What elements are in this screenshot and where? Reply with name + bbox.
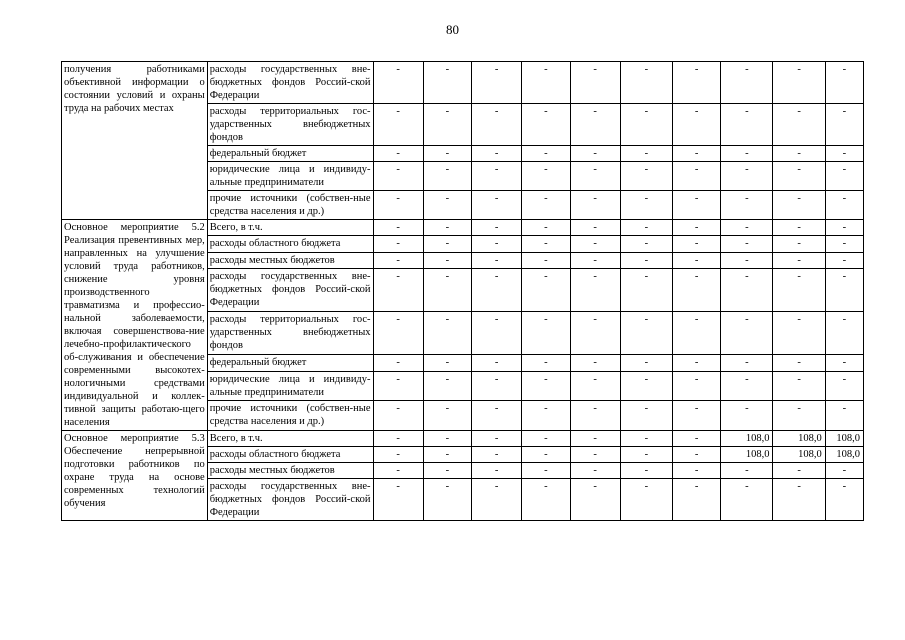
value-cell: - — [522, 62, 570, 104]
value-cell: - — [673, 162, 721, 191]
value-cell: - — [825, 312, 863, 355]
value-cell: - — [721, 463, 773, 479]
value-cell: - — [570, 431, 620, 447]
value-cell: - — [773, 371, 825, 401]
value-cell: - — [570, 447, 620, 463]
value-cell: - — [570, 62, 620, 104]
value-cell: - — [721, 220, 773, 236]
value-cell: - — [673, 401, 721, 431]
value-cell: - — [522, 431, 570, 447]
value-cell: - — [373, 146, 423, 162]
value-cell: - — [825, 146, 863, 162]
funding-source-cell: расходы территориальных гос-ударственных внебюджетных фондов — [207, 312, 373, 355]
value-cell: - — [673, 191, 721, 220]
value-cell: - — [472, 220, 522, 236]
value-cell: - — [373, 401, 423, 431]
budget-table-body — [62, 62, 864, 521]
value-cell: - — [673, 104, 721, 146]
value-cell: - — [620, 463, 672, 479]
value-cell: - — [522, 191, 570, 220]
value-cell: - — [570, 479, 620, 521]
value-cell: - — [373, 479, 423, 521]
value-cell: - — [673, 479, 721, 521]
value-cell: - — [721, 269, 773, 312]
value-cell: - — [522, 463, 570, 479]
value-cell: - — [522, 236, 570, 252]
value-cell: - — [773, 479, 825, 521]
budget-table — [61, 61, 864, 521]
value-cell: - — [620, 220, 672, 236]
value-cell: - — [825, 355, 863, 371]
value-cell: - — [423, 447, 471, 463]
value-cell: - — [522, 479, 570, 521]
value-cell: - — [423, 236, 471, 252]
value-cell: - — [620, 62, 672, 104]
value-cell: - — [721, 191, 773, 220]
value-cell: - — [522, 355, 570, 371]
value-cell: - — [472, 236, 522, 252]
value-cell: - — [825, 104, 863, 146]
value-cell: - — [570, 463, 620, 479]
value-cell: - — [721, 371, 773, 401]
value-cell: - — [522, 104, 570, 146]
value-cell: - — [472, 269, 522, 312]
value-cell: - — [570, 371, 620, 401]
value-cell: - — [620, 269, 672, 312]
value-cell: - — [825, 401, 863, 431]
value-cell: - — [570, 104, 620, 146]
table-row — [62, 62, 864, 104]
value-cell: - — [570, 401, 620, 431]
value-cell: - — [570, 191, 620, 220]
value-cell: - — [522, 220, 570, 236]
value-cell: - — [423, 479, 471, 521]
value-cell: - — [522, 269, 570, 312]
value-cell: - — [620, 146, 672, 162]
value-cell: - — [570, 355, 620, 371]
value-cell: - — [373, 447, 423, 463]
value-cell: - — [423, 463, 471, 479]
value-cell: - — [673, 252, 721, 268]
table-row — [62, 220, 864, 236]
value-cell: - — [773, 312, 825, 355]
value-cell: - — [472, 252, 522, 268]
value-cell: - — [423, 62, 471, 104]
value-cell: - — [423, 355, 471, 371]
value-cell: - — [620, 401, 672, 431]
value-cell: - — [423, 401, 471, 431]
value-cell: - — [570, 236, 620, 252]
value-cell: - — [673, 269, 721, 312]
value-cell: - — [825, 479, 863, 521]
value-cell: - — [373, 463, 423, 479]
funding-source-cell: прочие источники (собствен-ные средства населения и др.) — [207, 401, 373, 431]
value-cell: - — [373, 355, 423, 371]
funding-source-cell: Всего, в т.ч. — [207, 431, 373, 447]
value-cell: - — [570, 312, 620, 355]
funding-source-cell: расходы государственных вне-бюджетных фондов Россий-ской Федерации — [207, 62, 373, 104]
value-cell: - — [825, 269, 863, 312]
value-cell: - — [423, 252, 471, 268]
event-cell: Основное мероприятие 5.2 Реализация превентивных мер, направленных на улучшение условий труда работников, снижение уровня производственного травматизма и профессио-нальной заболеваемости, включая совершенствова-ние лечебно-профилактического об-служивания и обеспечение современными высокотех-нологичными средствами индивидуальной и коллек-тивной защиты работаю-щего населения — [62, 220, 208, 431]
value-cell: - — [373, 431, 423, 447]
value-cell: - — [673, 371, 721, 401]
funding-source-cell: расходы государственных вне-бюджетных фондов Россий-ской Федерации — [207, 269, 373, 312]
value-cell: - — [620, 371, 672, 401]
value-cell: - — [423, 220, 471, 236]
value-cell: - — [472, 312, 522, 355]
value-cell: - — [522, 401, 570, 431]
value-cell: - — [721, 252, 773, 268]
value-cell: - — [373, 252, 423, 268]
value-cell: - — [721, 236, 773, 252]
value-cell: - — [472, 371, 522, 401]
value-cell: - — [721, 355, 773, 371]
funding-source-cell: расходы местных бюджетов — [207, 463, 373, 479]
value-cell: - — [825, 463, 863, 479]
value-cell: 108,0 — [721, 431, 773, 447]
value-cell: - — [825, 62, 863, 104]
value-cell: - — [522, 371, 570, 401]
value-cell: - — [673, 62, 721, 104]
value-cell: - — [373, 371, 423, 401]
value-cell: - — [620, 431, 672, 447]
page-number: 80 — [446, 22, 459, 37]
event-cell: Основное мероприятие 5.3 Обеспечение непрерывной подготовки работников по охране труда на основе современных технологий обучения — [62, 431, 208, 521]
value-cell: - — [570, 252, 620, 268]
value-cell: - — [570, 269, 620, 312]
value-cell: - — [620, 479, 672, 521]
value-cell: - — [773, 463, 825, 479]
value-cell: - — [773, 220, 825, 236]
value-cell: 108,0 — [825, 431, 863, 447]
value-cell: - — [620, 104, 672, 146]
funding-source-cell: Всего, в т.ч. — [207, 220, 373, 236]
value-cell: - — [825, 252, 863, 268]
value-cell: - — [373, 220, 423, 236]
value-cell: - — [522, 312, 570, 355]
value-cell: - — [472, 479, 522, 521]
value-cell: - — [472, 146, 522, 162]
value-cell: 108,0 — [773, 431, 825, 447]
funding-source-cell: федеральный бюджет — [207, 355, 373, 371]
value-cell: - — [373, 236, 423, 252]
funding-source-cell: расходы областного бюджета — [207, 236, 373, 252]
value-cell: - — [673, 146, 721, 162]
value-cell: - — [423, 146, 471, 162]
value-cell: - — [773, 236, 825, 252]
value-cell: - — [773, 252, 825, 268]
value-cell: - — [620, 252, 672, 268]
value-cell: - — [472, 401, 522, 431]
value-cell: - — [522, 252, 570, 268]
value-cell: - — [825, 371, 863, 401]
value-cell: - — [423, 269, 471, 312]
funding-source-cell: юридические лица и индивиду-альные предприниматели — [207, 371, 373, 401]
value-cell: - — [620, 236, 672, 252]
funding-source-cell: расходы областного бюджета — [207, 447, 373, 463]
value-cell: - — [472, 62, 522, 104]
value-cell: - — [423, 104, 471, 146]
funding-source-cell: федеральный бюджет — [207, 146, 373, 162]
value-cell: - — [673, 463, 721, 479]
value-cell: - — [472, 447, 522, 463]
value-cell: - — [773, 104, 825, 146]
value-cell: - — [423, 312, 471, 355]
value-cell: - — [472, 104, 522, 146]
value-cell: - — [825, 162, 863, 191]
value-cell: - — [522, 447, 570, 463]
value-cell: - — [620, 191, 672, 220]
value-cell: - — [721, 62, 773, 104]
value-cell: - — [620, 447, 672, 463]
table-row — [62, 431, 864, 447]
funding-source-cell: юридические лица и индивиду-альные предприниматели — [207, 162, 373, 191]
value-cell: - — [472, 191, 522, 220]
value-cell: - — [773, 355, 825, 371]
value-cell: - — [472, 431, 522, 447]
value-cell: - — [373, 269, 423, 312]
value-cell: - — [472, 355, 522, 371]
value-cell: - — [673, 431, 721, 447]
value-cell: - — [825, 191, 863, 220]
event-cell: получения работниками объективной информации о состоянии условий и охраны труда на рабочих местах — [62, 62, 208, 220]
funding-source-cell: расходы территориальных гос-ударственных внебюджетных фондов — [207, 104, 373, 146]
value-cell: - — [721, 401, 773, 431]
value-cell: - — [373, 104, 423, 146]
value-cell: - — [522, 162, 570, 191]
value-cell: - — [673, 312, 721, 355]
value-cell: - — [472, 162, 522, 191]
funding-source-cell: расходы государственных вне-бюджетных фондов Россий-ской Федерации — [207, 479, 373, 521]
value-cell: - — [522, 146, 570, 162]
value-cell: - — [773, 146, 825, 162]
value-cell: 108,0 — [825, 447, 863, 463]
value-cell: - — [373, 62, 423, 104]
value-cell: - — [773, 269, 825, 312]
value-cell: 108,0 — [721, 447, 773, 463]
value-cell: - — [423, 431, 471, 447]
value-cell: - — [423, 191, 471, 220]
value-cell: - — [773, 401, 825, 431]
value-cell: - — [773, 162, 825, 191]
funding-source-cell: прочие источники (собствен-ные средства населения и др.) — [207, 191, 373, 220]
value-cell: - — [620, 162, 672, 191]
value-cell: - — [620, 312, 672, 355]
value-cell: - — [472, 463, 522, 479]
value-cell: - — [423, 162, 471, 191]
value-cell: - — [721, 146, 773, 162]
value-cell: - — [721, 312, 773, 355]
value-cell: - — [673, 236, 721, 252]
value-cell: - — [825, 236, 863, 252]
value-cell: - — [373, 191, 423, 220]
value-cell: - — [721, 479, 773, 521]
value-cell: - — [423, 371, 471, 401]
value-cell: - — [570, 162, 620, 191]
value-cell: - — [721, 104, 773, 146]
value-cell: - — [773, 62, 825, 104]
value-cell: - — [570, 220, 620, 236]
value-cell: - — [773, 191, 825, 220]
value-cell: - — [825, 220, 863, 236]
value-cell: 108,0 — [773, 447, 825, 463]
value-cell: - — [373, 312, 423, 355]
value-cell: - — [620, 355, 672, 371]
value-cell: - — [673, 355, 721, 371]
funding-source-cell: расходы местных бюджетов — [207, 252, 373, 268]
value-cell: - — [673, 220, 721, 236]
value-cell: - — [373, 162, 423, 191]
value-cell: - — [570, 146, 620, 162]
value-cell: - — [721, 162, 773, 191]
value-cell: - — [673, 447, 721, 463]
